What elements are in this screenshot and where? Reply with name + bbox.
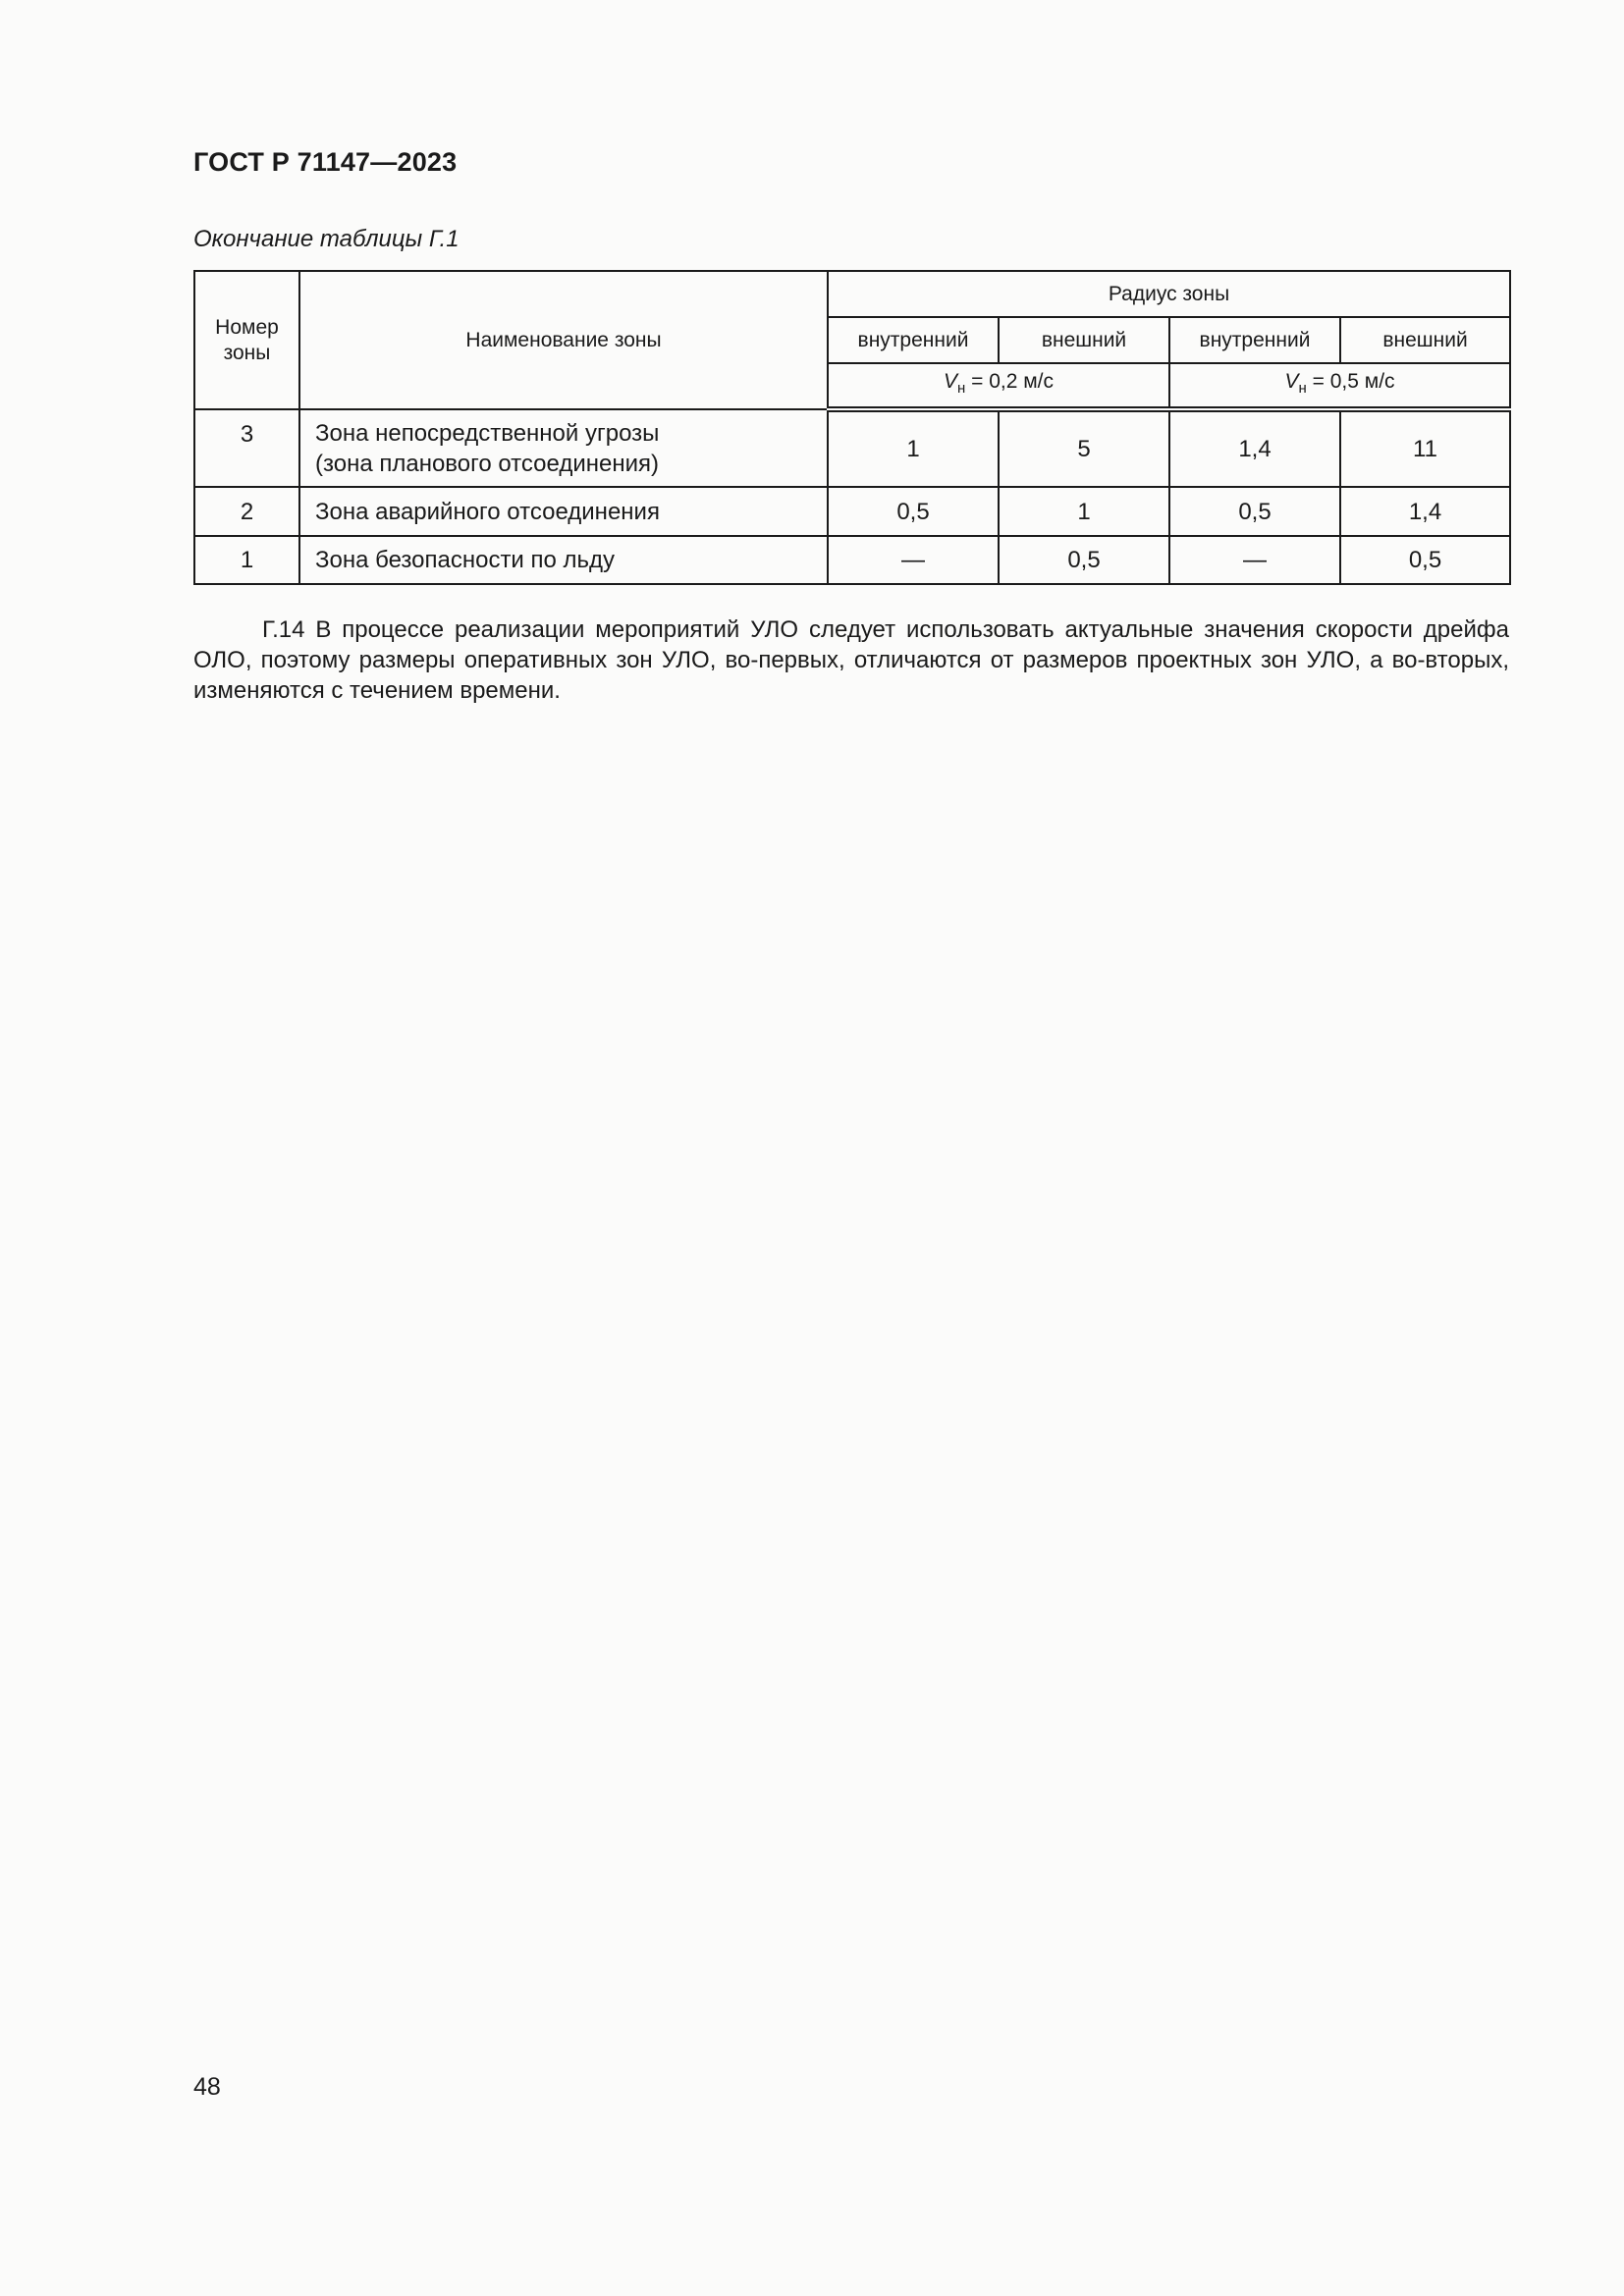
row-value-inner-1: 0,5 xyxy=(828,487,999,536)
table-row xyxy=(194,487,1510,536)
header-speed-1 xyxy=(828,363,1169,409)
row-value-inner-1: — xyxy=(828,536,999,584)
header-outer-2: внешний xyxy=(1340,317,1510,363)
body-paragraph xyxy=(193,614,1509,706)
row-zone-name-line: Зона непосредственной угрозы xyxy=(315,419,660,447)
zones-table xyxy=(193,270,1511,585)
page-number: 48 xyxy=(193,2073,221,2101)
row-value-outer-2: 11 xyxy=(1340,409,1510,487)
paragraph-text: Г.14 В процессе реализации мероприятий УЛО следует использовать актуальные значения скорости дрейфа ОЛО, поэтому размеры оперативных зон УЛО, во-первых, отличаются от размеров проектных зон УЛО, а во-вторых, изменяются с течением времени. xyxy=(193,616,1509,704)
row-zone-name: Зона безопасности по льду xyxy=(299,536,828,584)
table-row xyxy=(194,409,1510,487)
speed-symbol: V xyxy=(1284,370,1299,393)
table-row xyxy=(194,536,1510,584)
header-zone-number: Номер зоны xyxy=(194,271,299,409)
header-inner-1: внутренний xyxy=(828,317,999,363)
row-value-outer-1: 1 xyxy=(999,487,1169,536)
row-value-inner-2: — xyxy=(1169,536,1340,584)
row-zone-name xyxy=(299,409,828,487)
row-zone-name: Зона аварийного отсоединения xyxy=(299,487,828,536)
document-header: ГОСТ Р 71147—2023 xyxy=(193,147,458,177)
row-zone-name-line: (зона планового отсоединения) xyxy=(315,450,660,477)
row-zone-number: 1 xyxy=(194,536,299,584)
row-zone-number: 2 xyxy=(194,487,299,536)
header-zone-radius: Радиус зоны xyxy=(828,271,1510,317)
row-value-inner-1: 1 xyxy=(828,409,999,487)
row-value-inner-2: 1,4 xyxy=(1169,409,1340,487)
header-inner-2: внутренний xyxy=(1169,317,1340,363)
header-zone-name: Наименование зоны xyxy=(299,271,828,409)
table-caption: Окончание таблицы Г.1 xyxy=(193,226,460,252)
row-value-outer-2: 1,4 xyxy=(1340,487,1510,536)
speed-value: = 0,2 м/с xyxy=(965,370,1055,393)
header-outer-1: внешний xyxy=(999,317,1169,363)
speed-subscript: н xyxy=(956,380,966,397)
row-value-outer-1: 5 xyxy=(999,409,1169,487)
speed-subscript: н xyxy=(1298,380,1307,397)
header-speed-2 xyxy=(1169,363,1510,409)
row-zone-number: 3 xyxy=(194,409,299,487)
row-value-outer-1: 0,5 xyxy=(999,536,1169,584)
speed-symbol: V xyxy=(943,370,957,393)
row-value-outer-2: 0,5 xyxy=(1340,536,1510,584)
row-value-inner-2: 0,5 xyxy=(1169,487,1340,536)
speed-value: = 0,5 м/с xyxy=(1306,370,1395,393)
